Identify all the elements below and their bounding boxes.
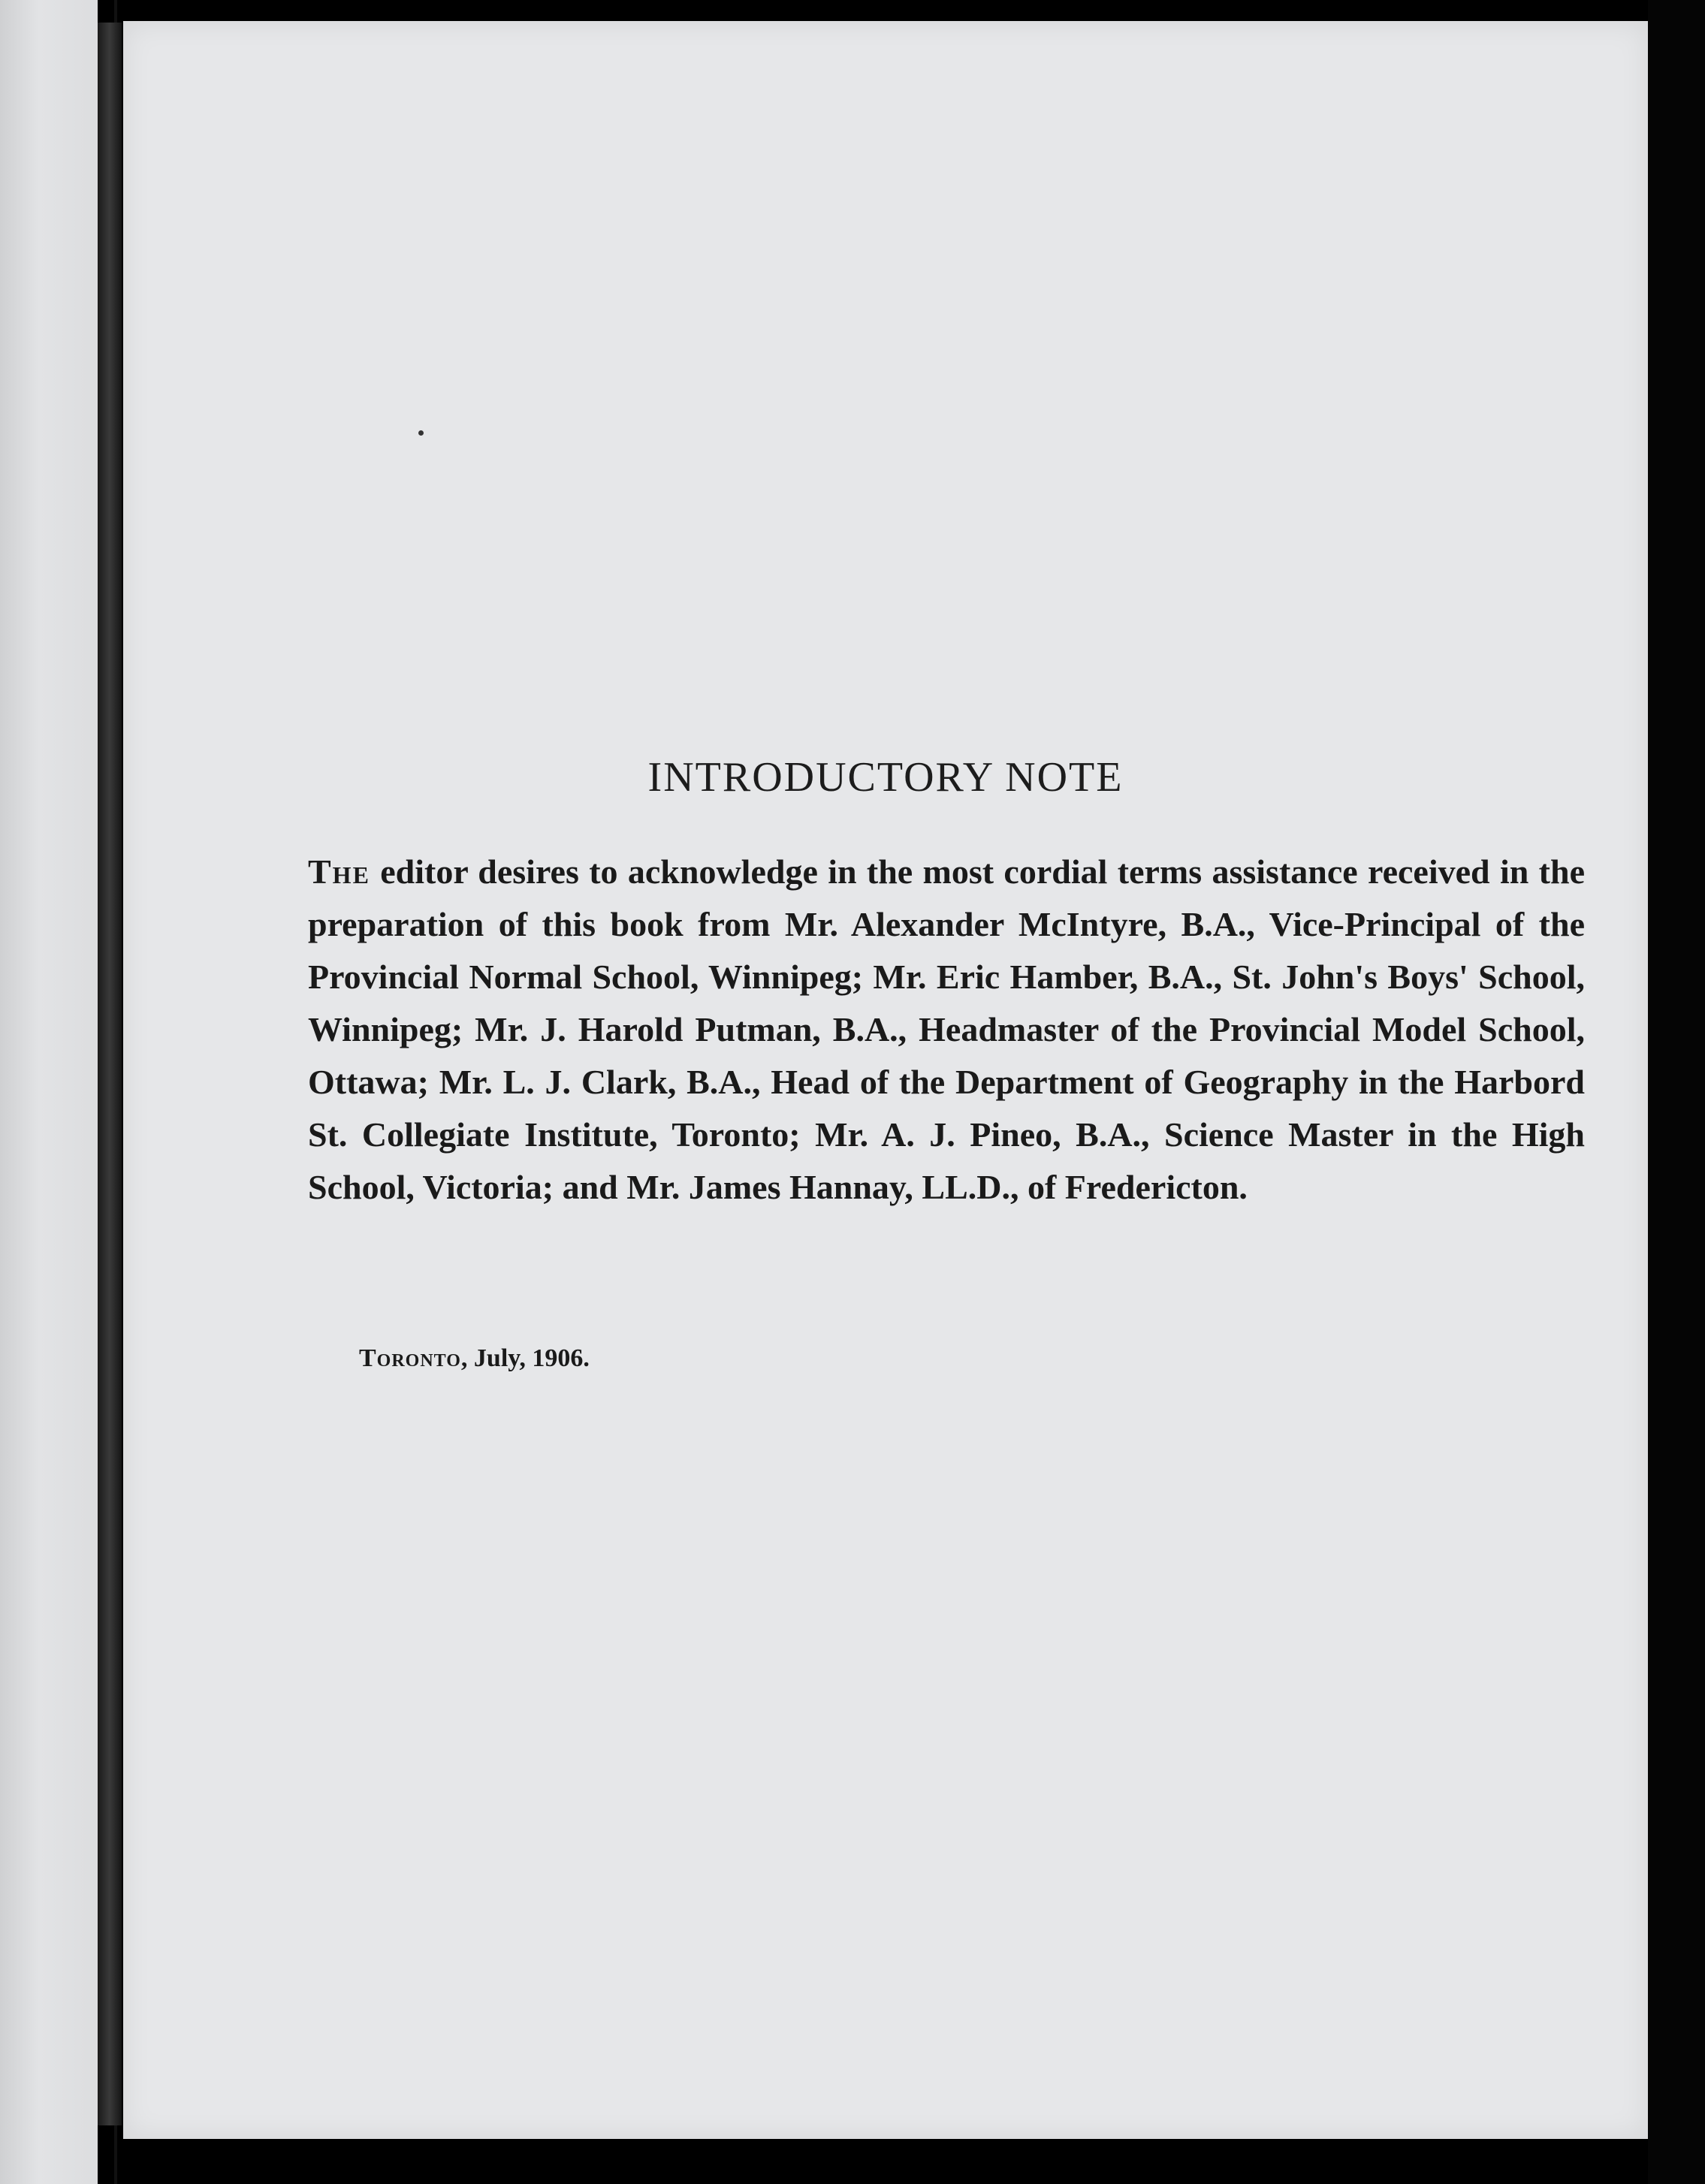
dateline: [359, 1344, 590, 1373]
dateline-place: Toronto: [359, 1344, 461, 1372]
scan-right-edge: [1648, 0, 1705, 2184]
paragraph-body: editor desires to acknowledge in the most cordial terms assistance received in the preparation of this book from Mr. Alexander McIntyre, B.A., Vice-Principal of the Provincial Normal School, Winnipeg; Mr. Eric Hamber, B.A., St. John's Boys' School, Winnipeg; Mr. J. Harold Putman, B.A., Headmaster of the Provincial Model School, Ottawa; Mr. L. J. Clark, B.A., Head of the Department of Geography in the Harbord St. Collegiate Institute, Toronto; Mr. A. J. Pineo, B.A., Science Master in the High School, Victoria; and Mr. James Hannay, LL.D., of Fredericton.: [308, 852, 1585, 1206]
dateline-date: , July, 1906.: [460, 1344, 590, 1372]
book-binding: [98, 23, 122, 2125]
lead-word: The: [308, 852, 370, 891]
paper-speck: [418, 430, 424, 436]
acknowledgement-paragraph: [308, 846, 1585, 1214]
page-title: INTRODUCTORY NOTE: [647, 754, 1124, 801]
book-page: [123, 21, 1648, 2139]
previous-page-edge: [0, 0, 98, 2184]
